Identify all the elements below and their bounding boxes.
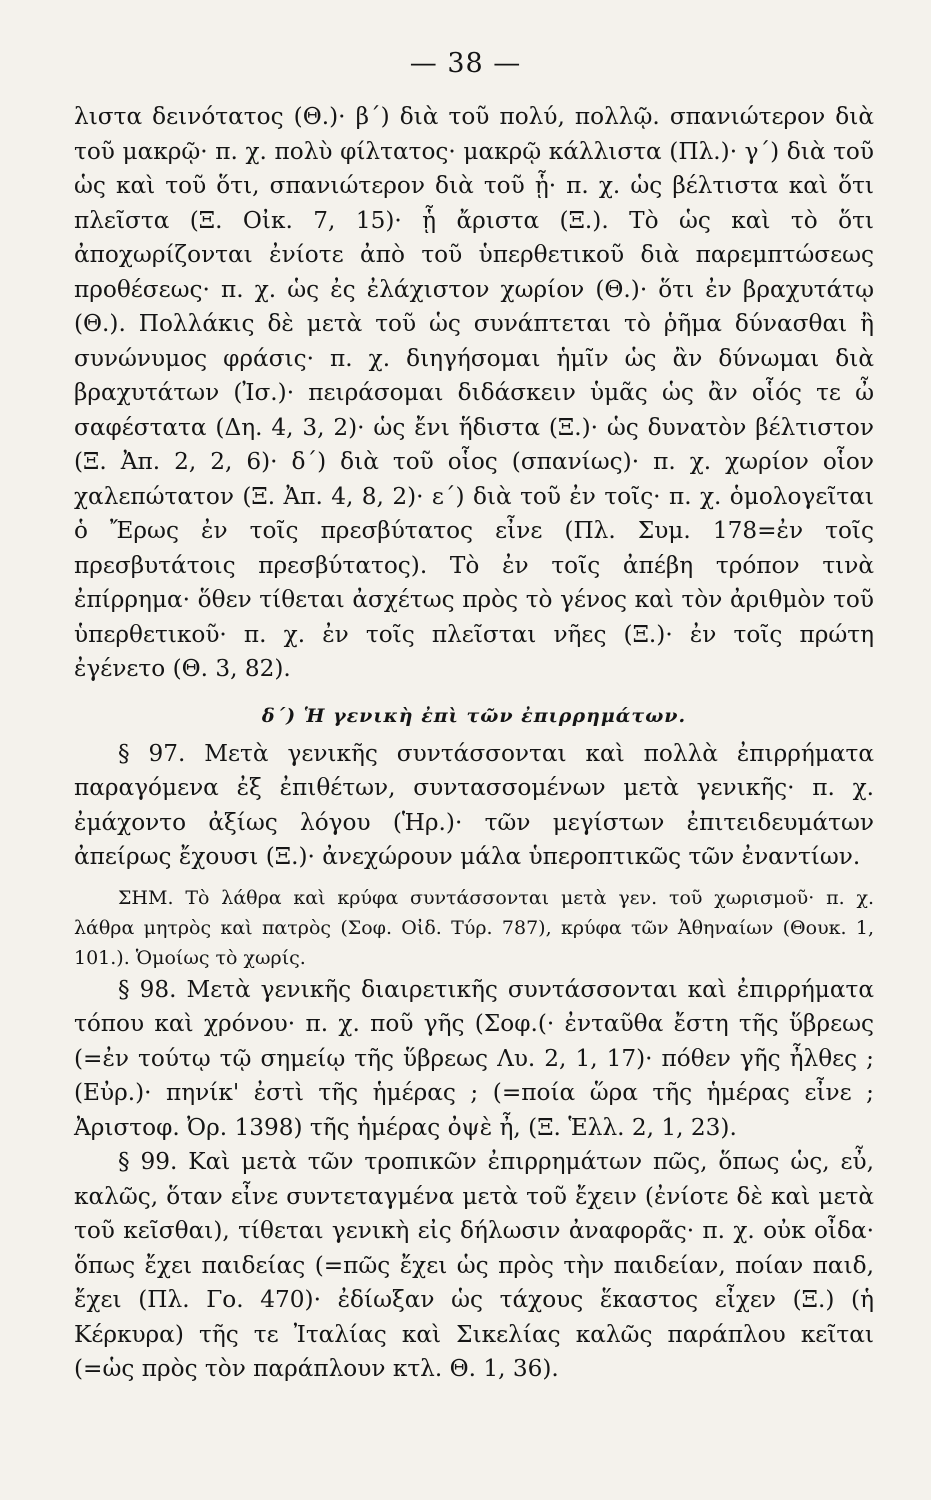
page-body — [74, 100, 874, 1387]
note-paragraph: ΣΗΜ. Τὸ λάθρα καὶ κρύφα συντάσσονται μετὰ γεν. τοῦ χωρισμοῦ· π. χ. λάθρα μητρὸς καὶ πατρὸς (Σοφ. Οἰδ. Τύρ. 787), κρύφα τῶν Ἀθηναίων (Θουκ. 1, 101.). Ὁμοίως τὸ χωρίς. — [74, 886, 874, 969]
paragraph-section-98: § 98. Μετὰ γενικῆς διαιρετικῆς συντάσσονται καὶ ἐπιρρήματα τόπου καὶ χρόνου· π. χ. ποῦ γῆς (Σοφ.(· ἐνταῦθα ἔστη τῆς ὕβρεως (=ἐν τούτῳ τῷ σημείῳ τῆς ὕβρεως Λυ. 2, 1, 17)· πόθεν γῆς ἦλθες ; (Εὐρ.)· πηνίκ' ἐστὶ τῆς ἡμέρας ; (=ποία ὥρα τῆς ἡμέρας εἶνε ; Ἀριστοφ. Ὀρ. 1398) τῆς ἡμέρας ὀψὲ ἦ, (Ξ. Ἑλλ. 2, 1, 23). — [74, 975, 874, 1141]
page-number: — 38 — — [409, 48, 522, 79]
section-heading: δ΄) Ἡ γενικὴ ἐπὶ τῶν ἐπιρρημάτων. — [261, 704, 687, 727]
paragraph-continuation: λιστα δεινότατος (Θ.)· β΄) διὰ τοῦ πολύ, πολλῷ. σπανιώτερον διὰ τοῦ μακρῷ· π. χ. πολὺ φίλτατος· μακρῷ κάλλιστα (Πλ.)· γ΄) διὰ τοῦ ὡς καὶ τοῦ ὅτι, σπανιώτερον διὰ τοῦ ᾗ· π. χ. ὡς βέλτιστα καὶ ὅτι πλεῖστα (Ξ. Οἰκ. 7, 15)· ᾗ ἄριστα (Ξ.). Τὸ ὡς καὶ τὸ ὅτι ἀποχωρίζονται ἐνίοτε ἀπὸ τοῦ ὑπερθετικοῦ διὰ παρεμπτώσεως προθέσεως· π. χ. ὡς ἐς ἐλάχιστον χωρίον (Θ.)· ὅτι ἐν βραχυτάτῳ (Θ.). Πολλάκις δὲ μετὰ τοῦ ὡς συνάπτεται τὸ ῥῆμα δύνασθαι ἢ συνώνυμος φράσις· π. χ. διηγήσομαι ἡμῖν ὡς ἂν δύνωμαι διὰ βραχυτάτων (Ἰσ.)· πειράσομαι διδάσκειν ὑμᾶς ὡς ἂν οἷός τε ὦ σαφέστατα (Δη. 4, 3, 2)· ὡς ἔνι ἥδιστα (Ξ.)· ὡς δυνατὸν βέλτιστον (Ξ. Ἀπ. 2, 2, 6)· δ΄) διὰ τοῦ οἷος (σπανίως)· π. χ. χωρίον οἷον χαλεπώτατον (Ξ. Ἀπ. 4, 8, 2)· ε΄) διὰ τοῦ ἐν τοῖς· π. χ. ὁμολογεῖται ὁ Ἔρως ἐν τοῖς πρεσβύτατος εἶνε (Πλ. Συμ. 178=ἐν τοῖς πρεσβυτάτοις πρεσβύτατος). Τὸ ἐν τοῖς ἀπέβη τρόπον τινὰ ἐπίρρημα· ὅθεν τίθεται ἀσχέτως πρὸς τὸ γένος καὶ τὸν ἀριθμὸν τοῦ ὑπερθετικοῦ· π. χ. ἐν τοῖς πλεῖσται νῆες (Ξ.)· ἐν τοῖς πρώτη ἐγένετο (Θ. 3, 82). — [74, 103, 874, 682]
paragraph-section-97: § 97. Μετὰ γενικῆς συντάσσονται καὶ πολλὰ ἐπιρρήματα παραγόμενα ἐξ ἐπιθέτων, συντασσομένων μετὰ γενικῆς· π. χ. ἐμάχοντο ἀξίως λόγου (Ἡρ.)· τῶν μεγίστων ἐπιτειδευμάτων ἀπείρως ἔχουσι (Ξ.)· ἀνεχώρουν μάλα ὑπεροπτικῶς τῶν ἐναντίων. — [74, 739, 874, 870]
paragraph-section-99: § 99. Καὶ μετὰ τῶν τροπικῶν ἐπιρρημάτων πῶς, ὅπως ὡς, εὖ, καλῶς, ὅταν εἶνε συντεταγμένα μετὰ τοῦ ἔχειν (ἐνίοτε δὲ καὶ μετὰ τοῦ κεῖσθαι), τίθεται γενικὴ εἰς δήλωσιν ἀναφορᾶς· π. χ. οὐκ οἶδα· ὅπως ἔχει παιδείας (=πῶς ἔχει ὡς πρὸς τὴν παιδείαν, ποίαν παιδ, ἔχει (Πλ. Γο. 470)· ἐδίωξαν ὡς τάχους ἕκαστος εἶχεν (Ξ.) (ἡ Κέρκυρα) τῆς τε Ἰταλίας καὶ Σικελίας καλῶς παράπλου κεῖται (=ὡς πρὸς τὸν παράπλουν κτλ. Θ. 1, 36). — [74, 1148, 874, 1382]
